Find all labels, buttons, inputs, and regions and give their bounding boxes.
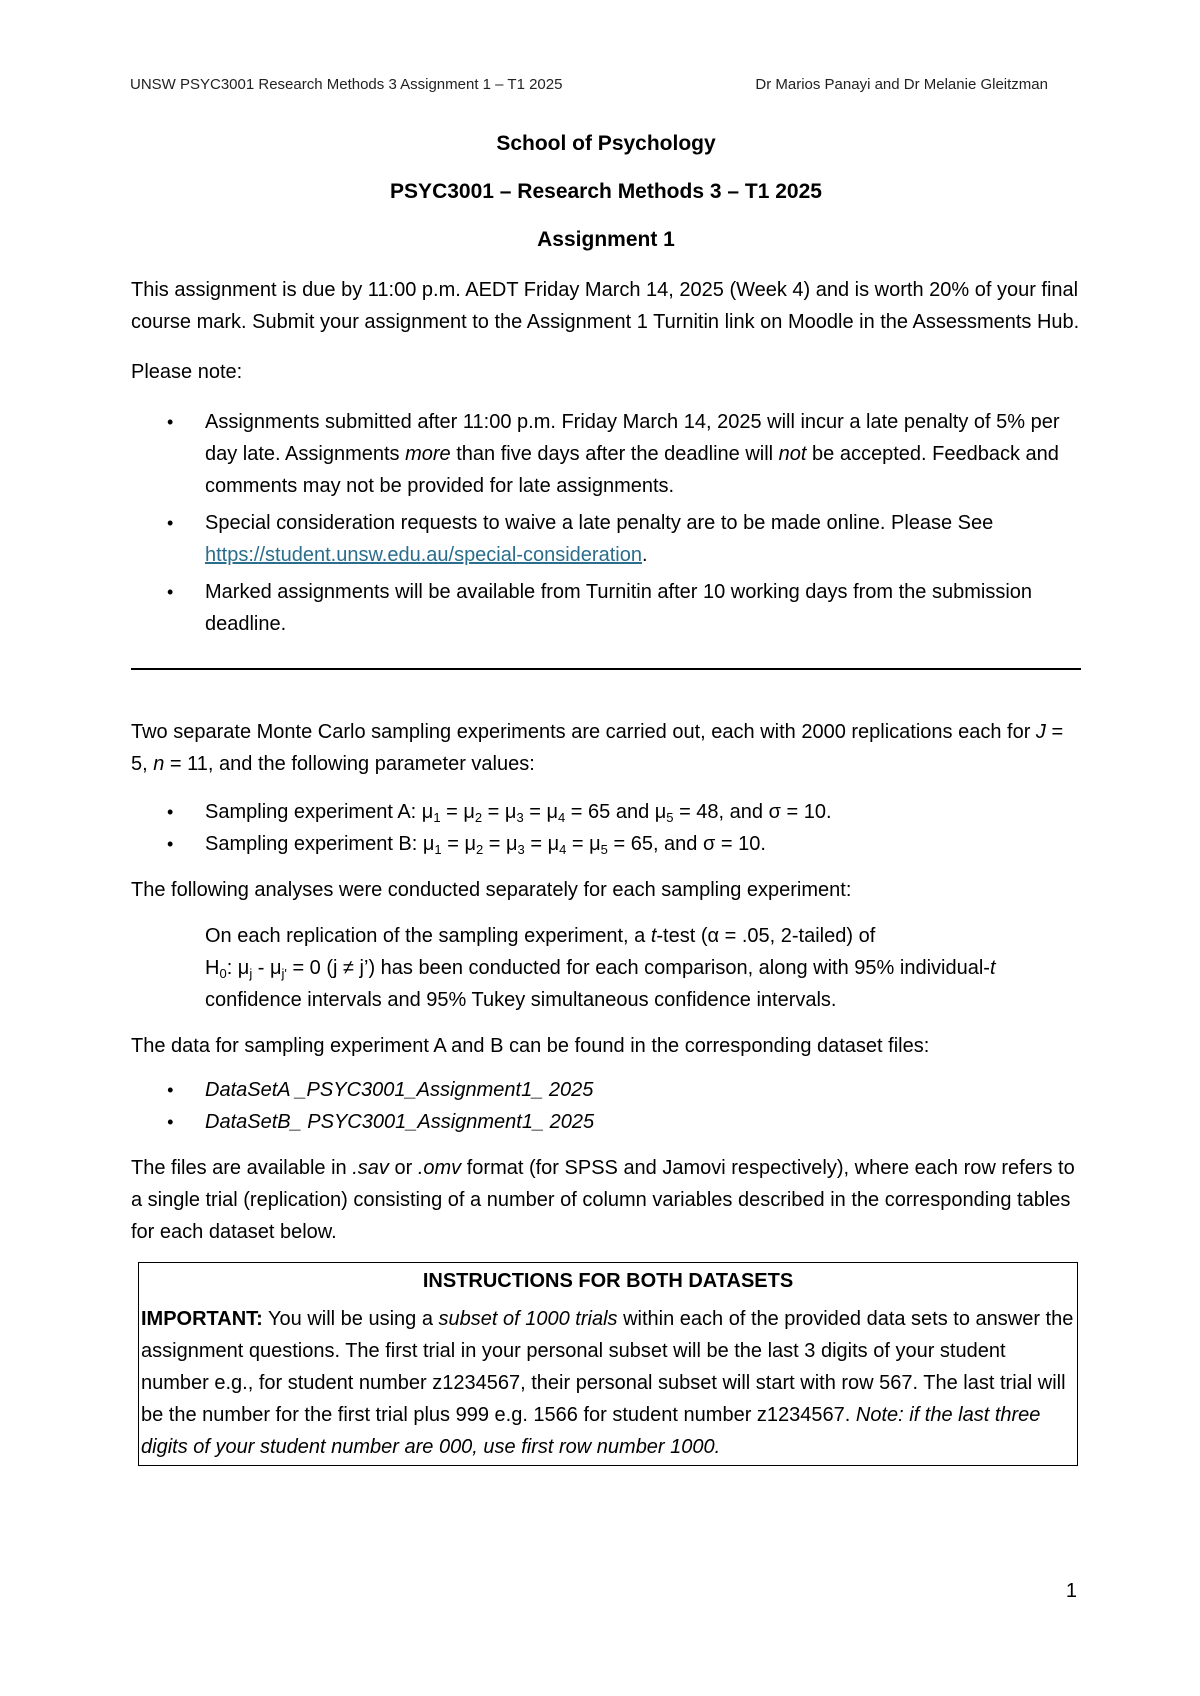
assignment-title: Assignment 1 — [537, 228, 675, 251]
note-marked-assignments: • Marked assignments will be available from Turnitin after 10 working days from the submission deadline. — [131, 576, 1081, 640]
divider — [131, 668, 1081, 670]
experiment-a: • Sampling experiment A: $\mu_1 = \mu_2 = \mu_3 = \mu_4 = 65$ and $\mu_5 = 48$, and σ = 10. — [131, 796, 1081, 828]
monte-carlo-paragraph: Two separate Monte Carlo sampling experiments are carried out, each with 2000 replications each for J = 5, n = 11, and the following parameter values: — [131, 721, 1064, 775]
experiments-list — [131, 796, 1081, 860]
header-course: UNSW PSYC3001 Research Methods 3 Assignment 1 – T1 2025 — [130, 76, 563, 93]
files-list — [131, 1074, 1081, 1138]
note-label: Please note: — [131, 361, 243, 383]
instructions-title: INSTRUCTIONS FOR BOTH DATASETS — [422, 1270, 794, 1292]
notes-list — [131, 406, 1081, 640]
page-number: 1 — [1065, 1580, 1077, 1602]
note-special-consideration: • Special consideration requests to waive a late penalty are to be made online. Please See https://student.unsw.edu.au/special-consideration. — [131, 507, 1081, 571]
header-authors: Dr Marios Panayi and Dr Melanie Gleitzman — [755, 76, 1048, 93]
note-late-penalty: • Assignments submitted after 11:00 p.m. Friday March 14, 2025 will incur a late penalty of 5% per day late. Assignments more than five days after the deadline will not be accepted. Feedback and comments may not be provided for late assignments. — [131, 406, 1081, 502]
page-content — [131, 128, 1081, 1466]
instructions-box — [138, 1262, 1078, 1466]
experiment-b: • Sampling experiment B: $\mu_1 = \mu_2 = \mu_3 = \mu_4 = \mu_5 = 65$, and σ = 10. — [131, 828, 1081, 860]
instructions-body: IMPORTANT: You will be using a subset of 1000 trials within each of the provided data sets to answer the assignment questions. The first trial in your personal subset will be the last 3 digits of your student number e.g., for student number z1234567, their personal subset will start with row 567. The last trial will be the number for the first trial plus 999 e.g. 1566 for student number z1234567. Note: if the last three digits of your student number are 000, use first row number 1000. — [141, 1308, 1074, 1458]
intro-paragraph: This assignment is due by 11:00 p.m. AEDT Friday March 14, 2025 (Week 4) and is worth 20% of your final course mark. Submit your assignment to the Assignment 1 Turnitin link on Moodle in the Assessments Hub. — [131, 279, 1080, 333]
files-description: The files are available in .sav or .omv format (for SPSS and Jamovi respectively), where each row refers to a single trial (replication) consisting of a number of column variables described in the corresponding tables for each dataset below. — [131, 1157, 1075, 1243]
analysis-description: On each replication of the sampling experiment, a t-test (α = .05, 2-tailed) of $H_0$: $\mu_j - \mu_{j'} = 0$ (j ≠ j’) has been conducted for each comparison, along with 95% individual-t confidence intervals and 95% Tukey simultaneous confidence intervals. — [205, 925, 996, 1011]
datafiles-intro: The data for sampling experiment A and B can be found in the corresponding dataset files: — [131, 1035, 930, 1057]
analyses-intro: The following analyses were conducted separately for each sampling experiment: — [131, 879, 852, 901]
course-title: PSYC3001 – Research Methods 3 – T1 2025 — [390, 180, 822, 203]
file-dataset-a: • DataSetA _PSYC3001_Assignment1_ 2025 — [131, 1074, 1081, 1106]
file-dataset-b: • DataSetB_ PSYC3001_Assignment1_ 2025 — [131, 1106, 1081, 1138]
special-consideration-link[interactable]: https://student.unsw.edu.au/special-consideration — [205, 544, 642, 566]
school-title: School of Psychology — [496, 132, 716, 155]
